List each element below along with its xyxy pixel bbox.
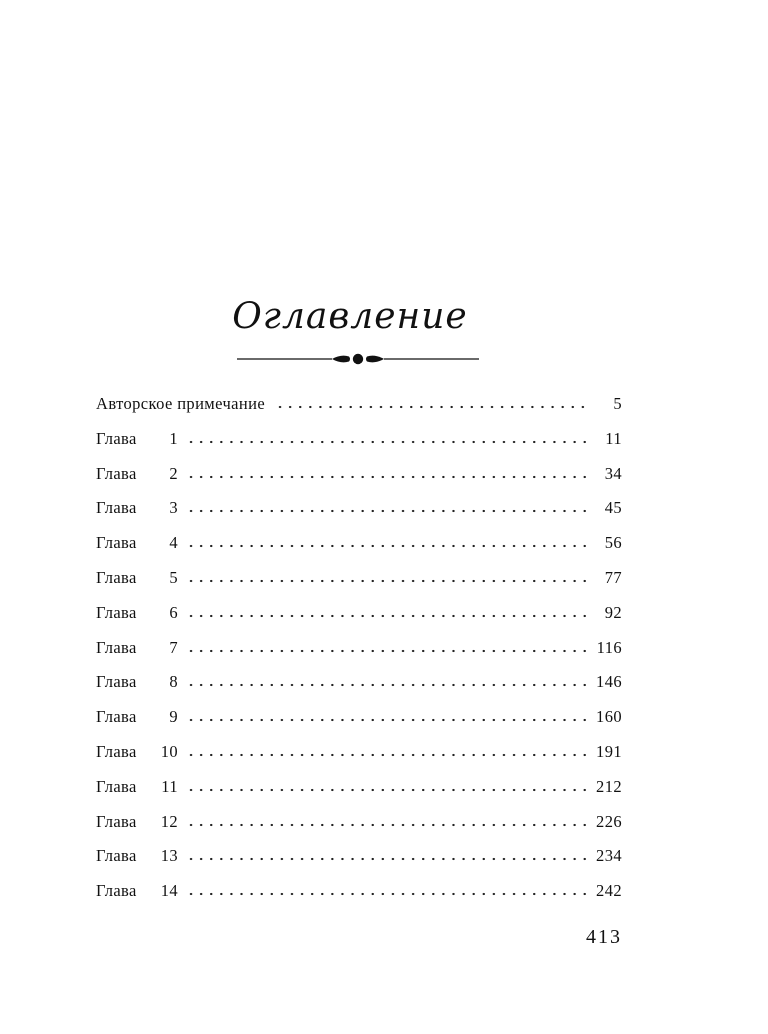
toc-entry-page: 226 — [596, 811, 622, 831]
dot-leader — [186, 741, 588, 757]
chapter-word: Глава — [96, 533, 137, 553]
dot-leader — [186, 880, 588, 896]
toc-entry-label — [96, 533, 186, 553]
chapter-number: 8 — [169, 672, 178, 692]
toc-entry-page: 5 — [613, 394, 622, 413]
toc-entry-label — [96, 603, 186, 623]
toc-entry[interactable] — [96, 428, 622, 463]
chapter-word: Глава — [96, 811, 137, 831]
dot-leader — [186, 845, 588, 861]
chapter-number: 7 — [169, 637, 178, 657]
dot-leader — [186, 463, 588, 479]
chapter-word: Глава — [96, 672, 137, 692]
dot-leader — [186, 567, 588, 583]
chapter-word: Глава — [96, 881, 137, 901]
chapter-word: Глава — [96, 846, 137, 866]
toc-entry[interactable] — [96, 706, 622, 741]
chapter-number: 13 — [160, 846, 178, 866]
toc-entry[interactable] — [96, 602, 622, 637]
toc-entry[interactable] — [96, 637, 622, 672]
dot-leader — [186, 811, 588, 827]
toc-entry[interactable] — [96, 776, 622, 811]
dot-leader — [186, 497, 588, 513]
chapter-number: 1 — [169, 428, 178, 448]
chapter-number: 2 — [169, 463, 178, 483]
toc-entry-label — [96, 881, 186, 901]
toc-entry[interactable] — [96, 497, 622, 532]
toc-entry-page: 45 — [604, 498, 622, 518]
toc-entry-page: 234 — [596, 846, 622, 866]
toc-entry-label — [96, 429, 186, 449]
chapter-word: Глава — [96, 707, 137, 727]
chapter-number: 4 — [169, 533, 178, 553]
toc-entry-page: 242 — [596, 881, 622, 901]
toc-entry-label — [96, 568, 186, 588]
chapter-word: Глава — [96, 567, 137, 587]
chapter-word: Глава — [96, 776, 137, 796]
toc-entry-label — [96, 777, 186, 797]
chapter-word: Глава — [96, 498, 137, 518]
chapter-number: 12 — [160, 811, 178, 831]
chapter-word: Глава — [96, 602, 137, 622]
dot-leader — [186, 671, 588, 687]
chapter-word: Глава — [96, 428, 137, 448]
chapter-number: 14 — [160, 881, 178, 901]
chapter-word: Глава — [96, 463, 137, 483]
toc-entry-label — [96, 846, 186, 866]
dot-leader — [186, 637, 588, 653]
page-number: 413 — [586, 926, 622, 948]
toc-entry[interactable] — [96, 393, 622, 428]
chapter-number: 3 — [169, 498, 178, 518]
dot-leader — [275, 393, 588, 409]
chapter-number: 9 — [169, 707, 178, 727]
chapter-number: 11 — [161, 776, 178, 796]
chapter-number: 10 — [160, 741, 178, 761]
toc-entry[interactable] — [96, 671, 622, 706]
toc-entry-page: 146 — [596, 672, 622, 692]
toc-entry-page: 34 — [604, 463, 622, 483]
toc-entry-page: 77 — [604, 567, 622, 587]
toc-entry[interactable] — [96, 741, 622, 776]
toc-entry[interactable] — [96, 880, 622, 915]
dot-leader — [186, 532, 588, 548]
toc-entry-page: 11 — [605, 428, 622, 448]
chapter-word: Глава — [96, 637, 137, 657]
toc-list — [96, 393, 622, 915]
toc-entry-page: 191 — [596, 741, 622, 761]
dot-leader — [186, 706, 588, 722]
dot-leader — [186, 428, 588, 444]
toc-entry-page: 116 — [596, 637, 622, 657]
flourish-divider-icon — [237, 348, 479, 370]
toc-entry[interactable] — [96, 811, 622, 846]
chapter-number: 6 — [169, 602, 178, 622]
toc-entry-label — [96, 812, 186, 832]
toc-entry-label — [96, 742, 186, 762]
toc-entry-label — [96, 498, 186, 518]
toc-entry[interactable] — [96, 567, 622, 602]
toc-entry[interactable] — [96, 532, 622, 567]
toc-entry-label — [96, 672, 186, 692]
toc-entry[interactable] — [96, 845, 622, 880]
dot-leader — [186, 776, 588, 792]
chapter-word: Глава — [96, 741, 137, 761]
toc-entry-label: Авторское примечание — [96, 394, 266, 413]
toc-entry[interactable] — [96, 463, 622, 498]
toc-entry-page: 56 — [604, 533, 622, 553]
toc-entry-page: 160 — [596, 707, 622, 727]
toc-entry-label — [96, 464, 186, 484]
chapter-number: 5 — [169, 567, 178, 587]
page-title: Оглавление — [232, 296, 468, 337]
toc-entry-page: 92 — [604, 602, 622, 622]
toc-entry-label — [96, 638, 186, 658]
toc-entry-label — [96, 707, 186, 727]
dot-leader — [186, 602, 588, 618]
toc-entry-page: 212 — [596, 776, 622, 796]
